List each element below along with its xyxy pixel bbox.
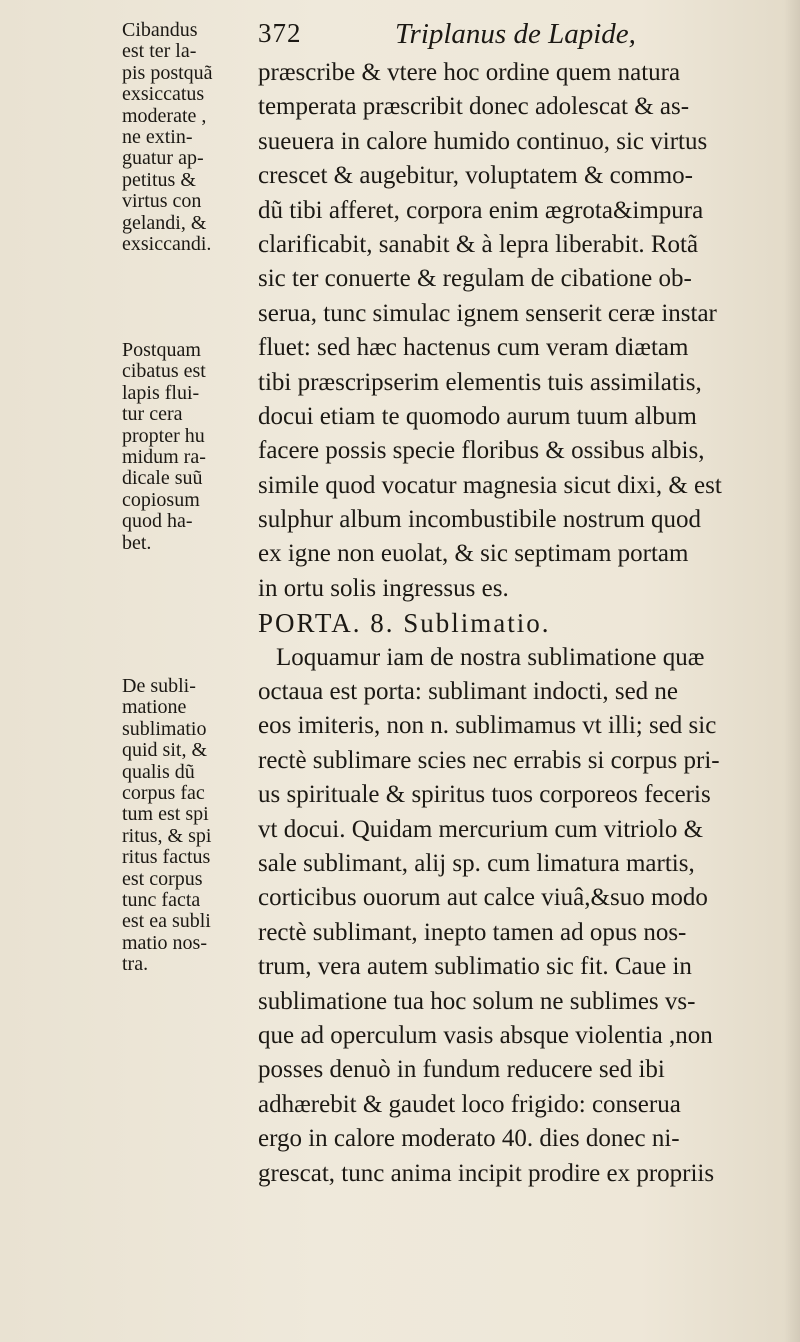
text-line: eos imiteris, non n. sublimamus vt illi; sed sic — [258, 712, 717, 740]
marginal-note-de-sublimatione — [122, 676, 260, 976]
running-header — [0, 16, 800, 56]
text-line: in ortu solis ingressus es. — [258, 574, 509, 602]
marginal-line: ritus factus — [122, 847, 211, 869]
marginal-line: propter hu — [122, 425, 205, 447]
section-heading: PORTA. 8. Sublimatio. — [258, 608, 551, 639]
text-line: Loquamur iam de nostra sublimatione quæ — [276, 643, 705, 671]
marginal-line: bet. — [122, 532, 152, 554]
text-line: sueuera in calore humido continuo, sic virtus — [258, 127, 708, 155]
marginal-line: De subli- — [122, 676, 196, 697]
marginal-line: sublimatio — [122, 718, 207, 740]
marginal-line: corpus fac — [122, 783, 205, 805]
marginal-line: quod ha- — [122, 511, 193, 533]
text-line: fluet: sed hæc hactenus cum veram diætam — [258, 334, 689, 362]
marginal-line: tur cera — [122, 404, 183, 426]
text-line: dũ tibi afferet, corpora enim ægrota&impura — [258, 196, 704, 224]
marginal-line: matio nos- — [122, 932, 207, 954]
marginal-line: guatur ap- — [122, 148, 204, 170]
marginal-line: tum est spi — [122, 804, 209, 826]
marginal-line: qualis dũ — [122, 761, 195, 783]
text-line: sic ter conuerte & regulam de cibatione ob- — [258, 265, 692, 293]
marginal-note-postquam — [122, 340, 260, 554]
marginal-line: matione — [122, 697, 187, 719]
text-line: us spirituale & spiritus tuos corporeos feceris — [258, 781, 711, 809]
running-title: Triplanus de Lapide, — [395, 18, 636, 50]
text-line: adhærebit & gaudet loco frigido: conserua — [258, 1090, 681, 1118]
text-line: vt docui. Quidam mercurium cum vitriolo & — [258, 815, 704, 843]
marginal-line: gelandi, & — [122, 212, 207, 234]
page-number: 372 — [258, 18, 302, 48]
text-line: rectè sublimare scies nec errabis si corpus pri- — [258, 746, 720, 774]
marginal-note-cibandus — [122, 20, 260, 255]
marginal-line: virtus con — [122, 191, 202, 213]
text-line: octaua est porta: sublimant indocti, sed ne — [258, 678, 679, 706]
text-line: sulphur album incombustibile nostrum quod — [258, 506, 702, 534]
marginal-line: tra. — [122, 954, 149, 976]
marginal-line: tunc facta — [122, 890, 201, 912]
text-line: corticibus ouorum aut calce viuâ,&suo modo — [258, 884, 708, 912]
text-line: sale sublimant, alij sp. cum limatura martis, — [258, 849, 695, 877]
marginal-line: lapis flui- — [122, 382, 200, 404]
marginal-line: midum ra- — [122, 447, 206, 469]
marginal-line: Cibandus — [122, 20, 198, 41]
text-line: serua, tunc simulac ignem senserit ceræ instar — [258, 299, 717, 327]
marginal-line: moderate , — [122, 105, 207, 127]
text-line: crescet & augebitur, voluptatem & commo- — [258, 162, 693, 190]
text-line: tibi præscripserim elementis tuis assimilatis, — [258, 368, 702, 396]
marginal-line: dicale suũ — [122, 468, 203, 490]
text-line: præscribe & vtere hoc ordine quem natura — [258, 59, 681, 86]
marginal-line: ritus, & spi — [122, 825, 212, 847]
text-line: que ad operculum vasis absque violentia ,non — [258, 1021, 713, 1049]
marginal-line: quid sit, & — [122, 740, 208, 762]
marginal-line: cibatus est — [122, 361, 206, 383]
text-line: posses denuò in fundum reducere sed ibi — [258, 1056, 665, 1084]
marginal-line: ne extin- — [122, 127, 193, 149]
marginal-line: exsiccatus — [122, 84, 205, 106]
text-line: facere possis specie floribus & ossibus albis, — [258, 437, 705, 465]
marginal-line: est ea subli — [122, 911, 211, 933]
marginal-line: exsiccandi. — [122, 234, 212, 256]
text-line: sublimatione tua hoc solum ne sublimes vs- — [258, 987, 696, 1015]
text-line: grescat, tunc anima incipit prodire ex propriis — [258, 1159, 715, 1187]
text-line: temperata præscribit donec adolescat & as- — [258, 93, 690, 121]
text-line: rectè sublimant, inepto tamen ad opus nos- — [258, 918, 687, 946]
marginal-line: copiosum — [122, 489, 200, 511]
marginal-line: pis postquã — [122, 62, 213, 84]
text-line: clarificabit, sanabit & à lepra liberabit. Rotã — [258, 230, 699, 258]
text-line: simile quod vocatur magnesia sicut dixi, & est — [258, 471, 722, 499]
text-line: docui etiam te quomodo aurum tuum album — [258, 402, 697, 430]
main-text-block — [258, 56, 770, 1191]
text-line: ergo in calore moderato 40. dies donec ni- — [258, 1125, 680, 1153]
text-line: trum, vera autem sublimatio sic fit. Caue in — [258, 953, 692, 981]
page-edge-shadow — [784, 0, 800, 1342]
marginal-line: Postquam — [122, 340, 201, 361]
text-line: ex igne non euolat, & sic septimam portam — [258, 540, 689, 568]
marginal-line: est corpus — [122, 868, 203, 890]
marginal-line: petitus & — [122, 169, 196, 191]
marginal-line: est ter la- — [122, 41, 197, 63]
